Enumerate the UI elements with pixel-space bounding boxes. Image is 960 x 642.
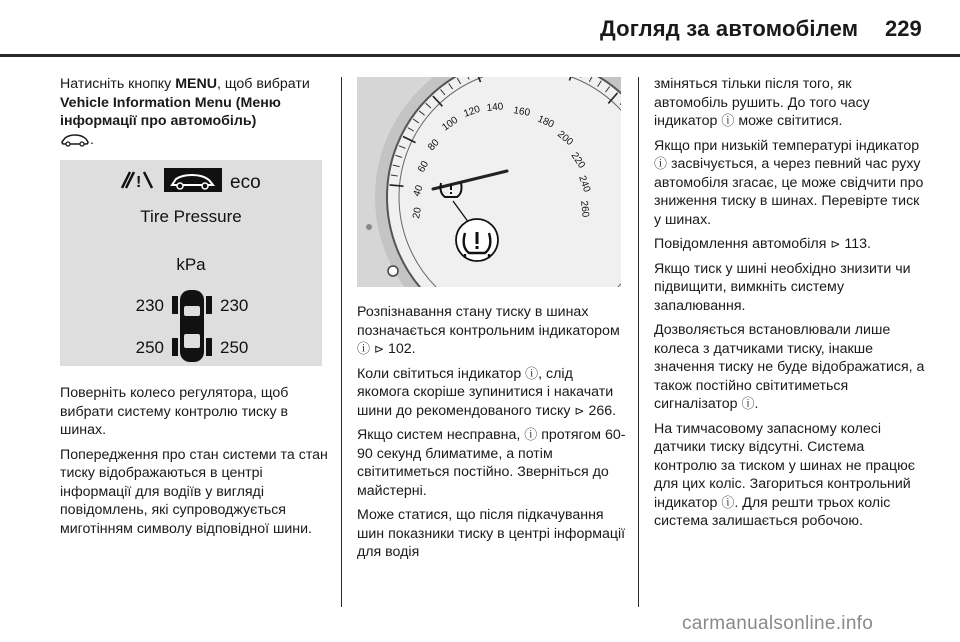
car-top-view-icon [172,290,212,362]
display-top-icons [122,168,261,193]
header-rule [0,54,960,57]
tyre-pressure-warning-icon: ⓘ [524,427,538,442]
column-divider-left [341,77,342,607]
tyre-pressure-warning-icon: ⓘ [721,494,735,510]
reference-arrow-icon: ⊳ [373,342,385,356]
col1-paragraph-2: Поверніть колесо регулятора, щоб вибрати систему контролю тиску в шинах. [60,385,289,438]
col2-paragraph-2: Коли світиться індикатор ⓘ, слід якомога скоріше зупинитися і накачати шини до рекомендованого тиску ⊳ 266. [357,365,617,419]
gauge-number: 200 [555,128,575,149]
tyre-pressure-warning-icon: ⓘ [525,365,539,381]
gauge-number: 40 [411,183,426,199]
column-1 [60,75,328,155]
gauge-number: 240 [576,174,593,194]
tyre-pressure-warning-icon: ⓘ [741,396,755,411]
col3-paragraph-1: зміняться тільки після того, як автомобіль рушить. До того часу індикатор ⓘ може світитися. [654,76,870,129]
gauge-number: 80 [426,137,442,154]
page-title: Догляд за автомобілем [600,16,859,41]
col3-paragraph-4: Якщо тиск у шині необхідно знизити чи підвищити, вимкніть систему запалювання. [654,260,911,314]
col2-paragraph-4: Може статися, що після підкачування шин показники тиску в центрі інформації для водія [357,507,626,560]
column-1-lower [60,384,330,544]
car-icon [60,133,90,147]
display-title: Tire Pressure [140,207,242,226]
column-divider-right [638,77,639,607]
col2-paragraph-3: Якщо систем несправна, ⓘ протягом 60-90 секунд блиматиме, а потім світитиметься постійно. Зверніться до майстерні. [357,427,626,499]
pressure-unit: kPa [176,255,206,274]
gauge-number: 140 [486,101,504,114]
col1-paragraph-3: Попередження про стан системи та стан тиску відображаються в центрі інформації для водіїв у вигляді повідомлень, які супроводжується миготінням символу відповідної шини. [60,446,328,537]
gauge-number: 180 [535,113,556,131]
gauge-number: 60 [416,159,432,175]
speedometer-figure [357,77,621,287]
tyre-pressure-warning-icon: ⓘ [357,341,371,356]
col2-paragraph-1: Розпізнавання стану тиску в шинах позначається контрольним індикатором ⓘ ⊳ 102. [357,304,620,357]
column-2 [357,303,627,568]
svg-text:!: ! [136,174,142,191]
gauge-number: 20 [411,206,424,220]
col3-paragraph-5: Дозволяється встановлювали лише колеса з датчиками тиску, інакше значення тиску не буде відображатися, а також постійно світитиметься сигналізатор ⓘ. [654,322,925,412]
reference-arrow-icon: ⊳ [830,237,841,251]
gauge-number: 100 [440,114,461,134]
col3-paragraph-6: На тимчасовому запасному колесі датчики тиску відсутні. Система контролю за тиском у шинах не працює для цих коліс. Загориться контрольний індикатор ⓘ. Для решти трьох коліс система залишається робочою. [654,420,915,529]
reference-arrow-icon: ⊳ [574,403,585,418]
page-number: 229 [885,16,922,41]
tire-pressure-display-figure [60,160,322,366]
gauge-number: 160 [512,105,531,119]
col3-paragraph-2: Якщо при низькій температурі індикатор ⓘ засвічується, а через певний час руху автомобіля згасає, це може свідчити про зниження тиску в шинах. Перевірте тиск у шинах. [654,137,924,228]
gauge-number: 120 [462,103,482,120]
tyre-pressure-warning-icon: ⓘ [654,156,668,171]
gauge-number: 220 [568,150,587,171]
tire-rear-left-value: 250 [135,338,164,357]
menu-name: Vehicle Information Menu (Меню інформації про автомобіль) [60,94,281,129]
gauge-number: 260 [578,200,591,218]
tire-rear-right-value: 250 [220,338,249,357]
tire-front-left-value: 230 [135,296,164,315]
menu-button-label: MENU [175,76,217,92]
eco-label: eco [230,172,261,193]
tyre-pressure-warning-icon: ⓘ [721,113,735,128]
column-3 [654,75,928,537]
col3-paragraph-3: Повідомлення автомобіля ⊳ 113. [654,236,871,252]
tire-front-right-value: 230 [220,296,249,315]
col1-paragraph-1: Натисніть кнопку MENU, щоб вибрати Vehicle Information Menu (Меню інформації про автомобіль) . [60,76,310,148]
footer-watermark: carmanualsonline.info [682,613,874,634]
